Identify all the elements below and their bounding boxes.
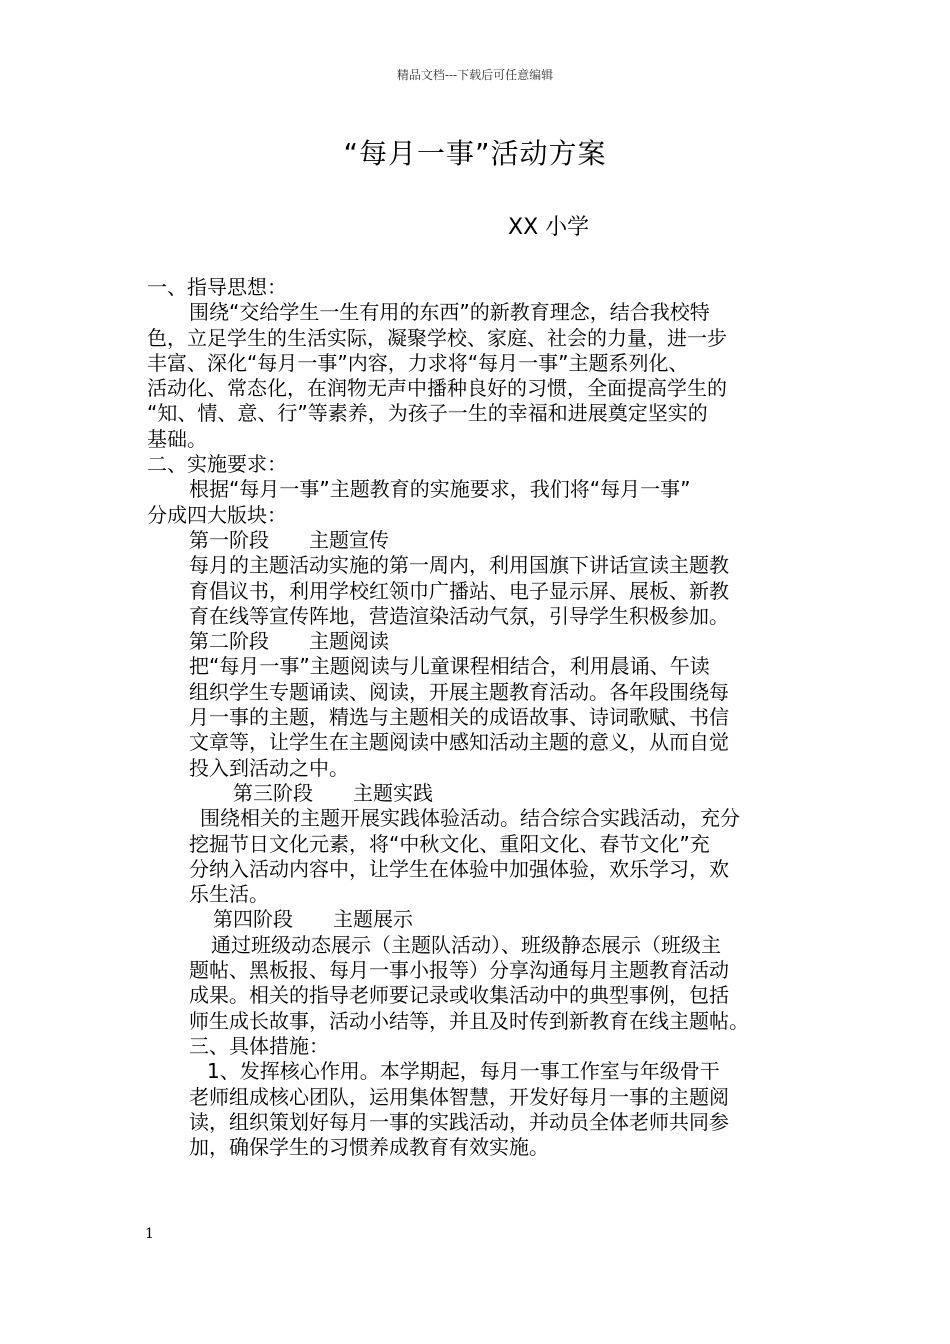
paragraph-line: 投入到活动之中。 [189, 755, 349, 780]
stage-name: 第二阶段 [189, 629, 269, 654]
paragraph-line: 老师组成核心团队，运用集体智慧，开发好每月一事的主题阅 [189, 1084, 729, 1109]
section-heading-guiding: 一、指导思想： [147, 275, 287, 299]
paragraph-line: 根据“每月一事”主题教育的实施要求，我们将“每月一事” [189, 477, 691, 502]
paragraph-line: 分成四大版块： [147, 502, 287, 527]
paragraph-line: 月一事的主题，精选与主题相关的成语故事、诗词歌赋、书信 [189, 705, 729, 730]
document-title: “每月一事”活动方案 [343, 137, 607, 170]
stage-heading-2 [147, 629, 812, 654]
paragraph-line: 每月的主题活动实施的第一周内，利用国旗下讲话宣读主题教 [189, 553, 729, 578]
page-number: 1 [145, 1226, 154, 1242]
paragraph-line: 分纳入活动内容中，让学生在体验中加强体验，欢乐学习，欢 [189, 856, 729, 881]
stage-topic: 主题宣传 [309, 527, 389, 552]
stage-heading-4 [147, 907, 812, 932]
paragraph-line: 把“每月一事”主题阅读与儿童课程相结合，利用晨诵、午读 [189, 654, 710, 679]
paragraph-line: 组织学生专题诵读、阅读，开展主题教育活动。各年段围绕每 [189, 679, 729, 704]
paragraph-line: “知、情、意、行”等素养，为孩子一生的幸福和进展奠定坚实的 [147, 401, 708, 426]
paragraph-line: 乐生活。 [189, 882, 269, 907]
paragraph-line: 围绕相关的主题开展实践体验活动。结合综合实践活动，充分 [200, 806, 740, 831]
stage-name: 第一阶段 [189, 527, 269, 552]
paragraph-line: 读，组织策划好每月一事的实践活动，并动员全体老师共同参 [189, 1109, 729, 1134]
section-heading-measures: 三、具体措施： [189, 1033, 329, 1058]
paragraph-line: 1、发挥核心作用。本学期起，每月一事工作室与年级骨干 [207, 1059, 720, 1084]
document-body [147, 275, 812, 1160]
stage-name: 第三阶段 [233, 780, 313, 805]
paragraph-line: 育倡议书，利用学校红领巾广播站、电子显示屏、展板、新教 [189, 578, 729, 603]
paragraph-line: 活动化、常态化，在润物无声中播种良好的习惯，全面提高学生的 [147, 376, 727, 401]
stage-topic: 主题阅读 [309, 629, 389, 654]
paragraph-line: 丰富、深化“每月一事”内容，力求将“每月一事”主题系列化、 [147, 350, 689, 375]
paragraph-line: 加，确保学生的习惯养成教育有效实施。 [189, 1135, 549, 1160]
paragraph-line: 育在线等宣传阵地，营造渲染活动气氛，引导学生积极参加。 [189, 603, 729, 628]
paragraph-line: 通过班级动态展示（主题队活动）、班级静态展示（班级主 [211, 932, 721, 957]
paragraph-line: 文章等，让学生在主题阅读中感知活动主题的意义，从而自觉 [189, 730, 729, 755]
stage-topic: 主题展示 [333, 907, 413, 932]
paragraph-line: 成果。相关的指导老师要记录或收集活动中的典型事例，包括 [189, 983, 729, 1008]
stage-heading-3 [147, 781, 812, 806]
stage-heading-1 [147, 528, 812, 553]
paragraph-line: 色，立足学生的生活实际，凝聚学校、家庭、社会的力量，进一步 [147, 325, 727, 350]
section-heading-requirements: 二、实施要求： [147, 452, 287, 477]
stage-topic: 主题实践 [353, 780, 433, 805]
paragraph-line: 挖掘节日文化元素，将“中秋文化、重阳文化、春节文化”充 [189, 831, 710, 856]
paragraph-line: 师生成长故事，活动小结等，并且及时传到新教育在线主题帖。 [189, 1008, 749, 1033]
paragraph-line: 基础。 [147, 426, 207, 451]
paragraph-line: 题帖、黑板报、每月一事小报等）分享沟通每月主题教育活动 [189, 958, 729, 983]
stage-name: 第四阶段 [213, 907, 293, 932]
header-note: 精品文档---下载后可任意编辑 [396, 68, 554, 82]
paragraph-line: 围绕“交给学生一生有用的东西”的新教育理念，结合我校特 [189, 300, 710, 325]
document-subtitle: XX 小学 [508, 215, 590, 240]
